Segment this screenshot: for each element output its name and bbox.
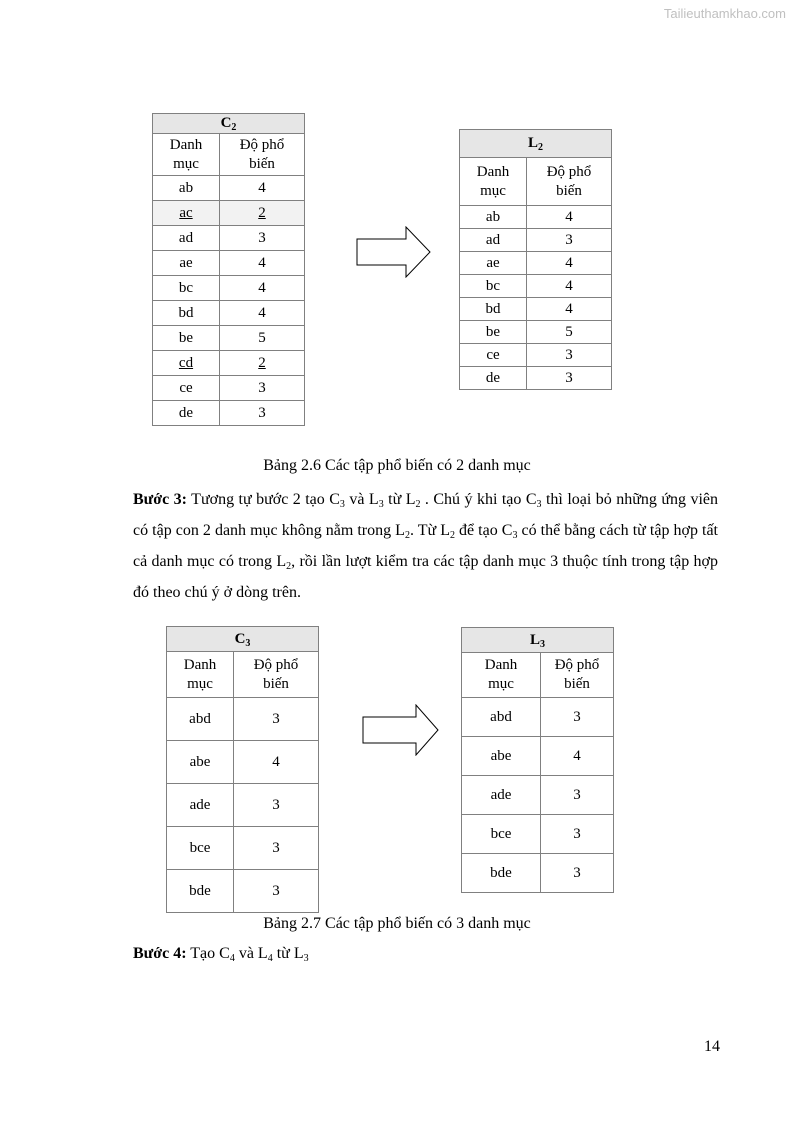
table-row: be 5 <box>460 321 612 344</box>
table-l2 <box>459 129 612 390</box>
col-header-item: Danh mục <box>167 652 234 698</box>
col-header-item: Danh mục <box>460 158 527 206</box>
table-caption-2-6: Bảng 2.6 Các tập phổ biến có 2 danh mục <box>263 457 531 474</box>
table-row: de 3 <box>460 367 612 390</box>
col-header-support: Độ phổ biến <box>527 158 612 206</box>
step-4-paragraph: Bước 4: Tạo $C_4$ và $L_4$ từ $L_3$ <box>133 945 309 964</box>
col-header-support: Độ phổ biến <box>220 134 305 176</box>
right-arrow-icon <box>356 226 432 278</box>
table-row: de 3 <box>153 401 305 426</box>
table-row: ce 3 <box>460 344 612 367</box>
table-row: bc 4 <box>153 276 305 301</box>
table-c3-title: $C_3$ <box>167 627 319 652</box>
table-l3-title: $L_3$ <box>462 628 614 653</box>
table-row: abe 4 <box>167 741 319 784</box>
table-row: bce 3 <box>462 815 614 854</box>
table-l2-title: $L_2$ <box>460 130 612 158</box>
table-row: ab 4 <box>153 176 305 201</box>
table-l3 <box>461 627 614 893</box>
table-row: ae 4 <box>460 252 612 275</box>
table-row: abe 4 <box>462 737 614 776</box>
step-3-paragraph: Bước 3: Tương tự bước 2 tạo $C_3$ và $L_3$ từ $L_2$ . Chú ý khi tạo $C_3$ thì loại bỏ những ứng viên có tập con 2 danh mục không nằm trong $L_2$. Từ $L_2$ để tạo $C_3$ có thể bằng cách từ tập hợp tất cả danh mục có trong $L_2$, rồi lần lượt kiểm tra các tập danh mục 3 thuộc tính trong tập hợp đó theo chú ý ở dòng trên. <box>133 491 719 601</box>
table-row: ad 3 <box>460 229 612 252</box>
table-row: ade 3 <box>167 784 319 827</box>
table-row: bde 3 <box>167 870 319 913</box>
col-header-item: Danh mục <box>462 653 541 698</box>
table-row: bd 4 <box>153 301 305 326</box>
table-row: abd 3 <box>462 698 614 737</box>
table-row: ad 3 <box>153 226 305 251</box>
table-row: abd 3 <box>167 698 319 741</box>
table-row: ab 4 <box>460 206 612 229</box>
table-c2-title: $C_2$ <box>153 114 305 134</box>
table-row: be 5 <box>153 326 305 351</box>
col-header-support: Độ phổ biến <box>234 652 319 698</box>
table-row: ae 4 <box>153 251 305 276</box>
col-header-support: Độ phổ biến <box>541 653 614 698</box>
table-c2 <box>152 113 305 426</box>
table-row: cd 2 <box>153 351 305 376</box>
right-arrow-icon <box>362 704 440 756</box>
table-row: ce 3 <box>153 376 305 401</box>
page-number: 14 <box>704 1038 720 1055</box>
col-header-item: Danh mục <box>153 134 220 176</box>
table-row: bc 4 <box>460 275 612 298</box>
table-caption-2-7: Bảng 2.7 Các tập phổ biến có 3 danh mục <box>263 915 531 932</box>
table-row: bde 3 <box>462 854 614 893</box>
table-row: bd 4 <box>460 298 612 321</box>
table-row: ade 3 <box>462 776 614 815</box>
table-c3 <box>166 626 319 913</box>
table-row: ac 2 <box>153 201 305 226</box>
watermark: Tailieuthamkhao.com <box>663 6 786 21</box>
table-row: bce 3 <box>167 827 319 870</box>
